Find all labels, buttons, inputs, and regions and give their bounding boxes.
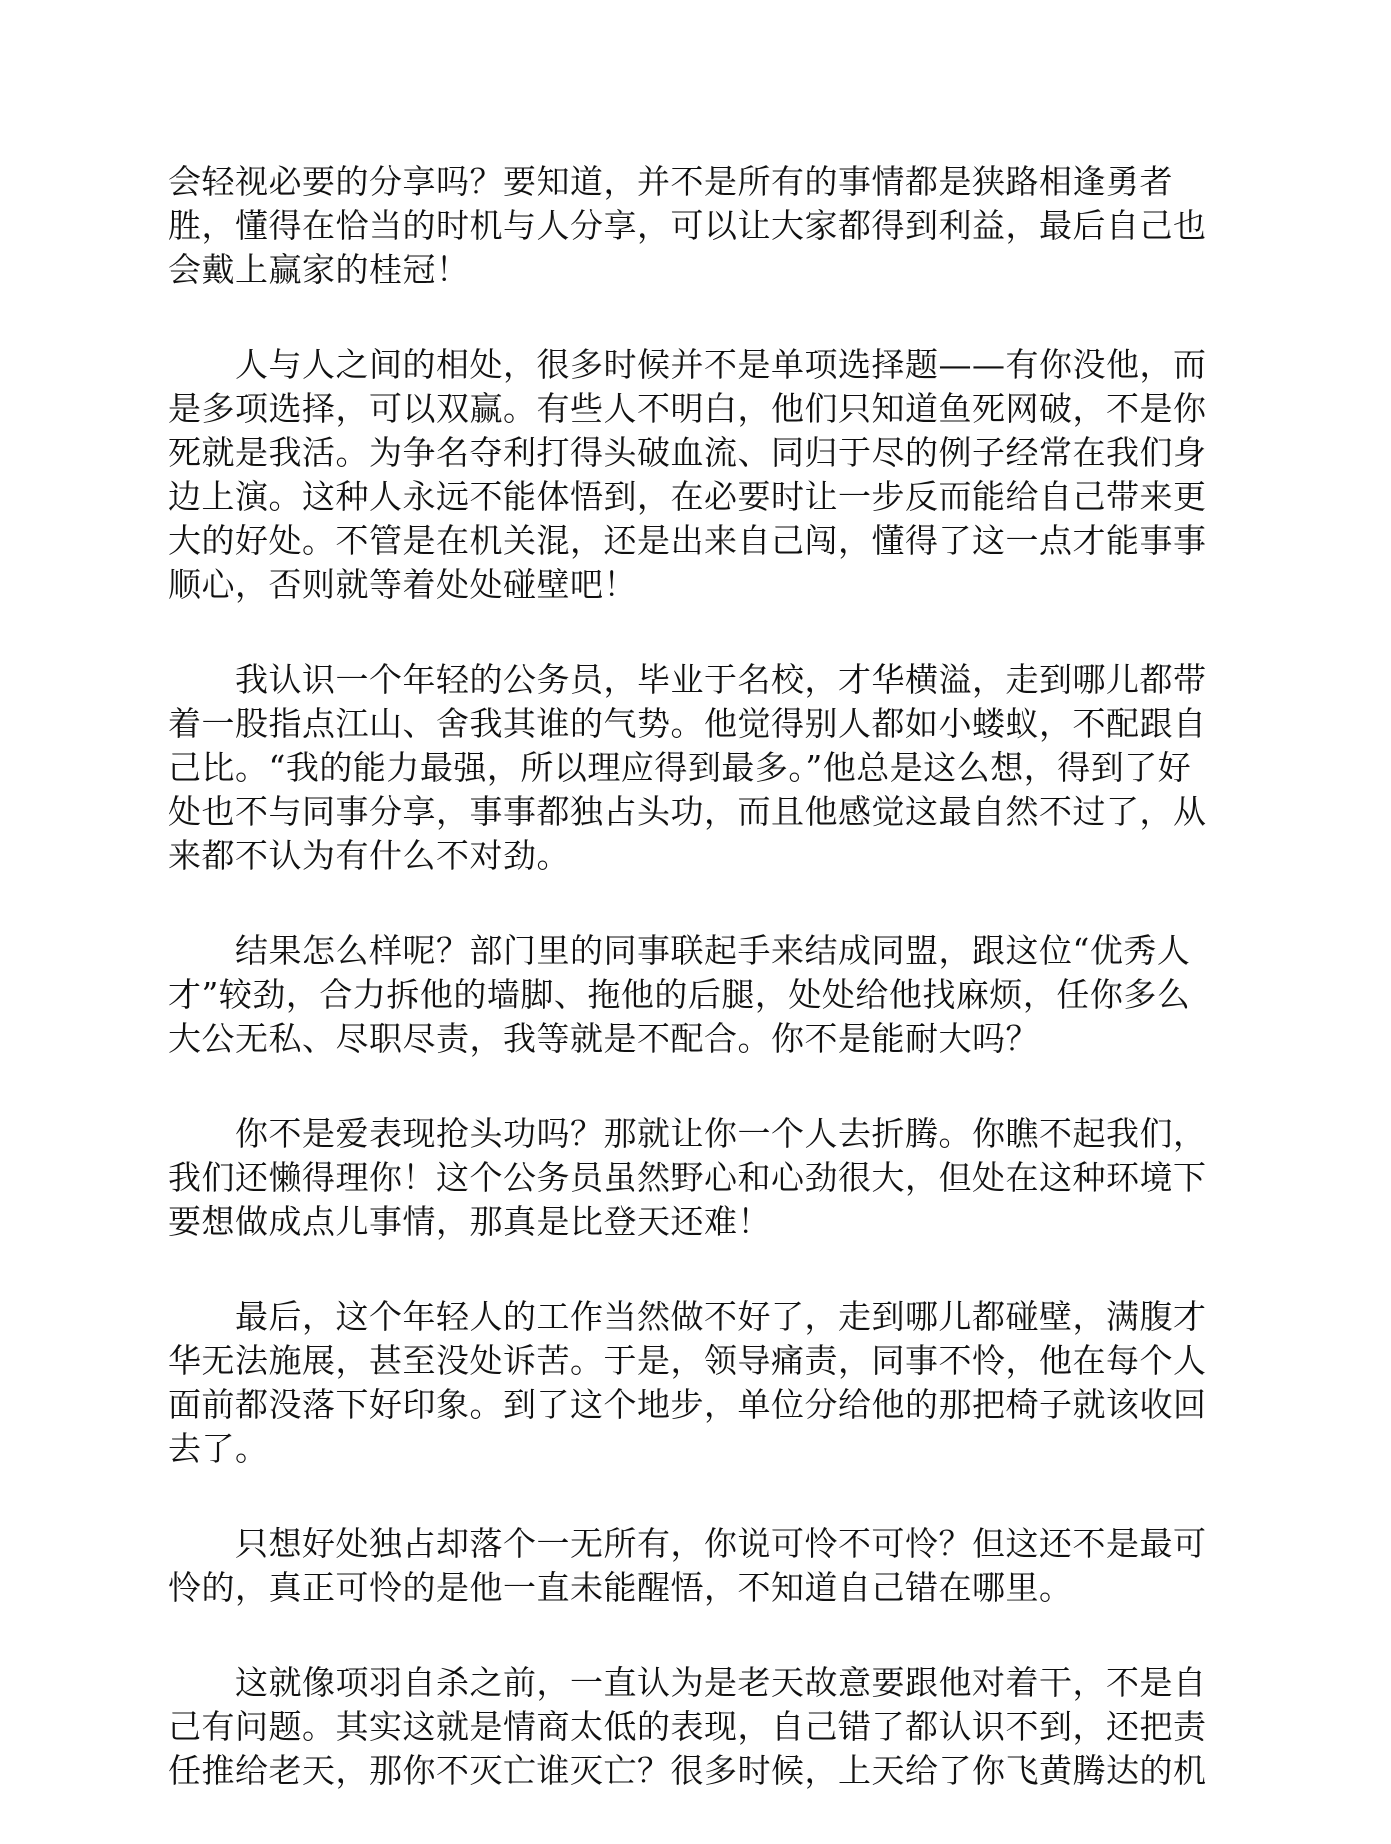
paragraph-6	[168, 1295, 1226, 1471]
text-line: 我认识一个年轻的公务员，毕业于名校，才华横溢，走到哪儿都带	[168, 660, 1207, 699]
text-line: 来都不认为有什么不对劲。	[168, 836, 570, 875]
text-line: 处也不与同事分享，事事都独占头功，而且他感觉这最自然不过了，从	[168, 792, 1207, 831]
paragraph-5	[168, 1112, 1226, 1244]
text-line: 会戴上赢家的桂冠！	[168, 250, 470, 289]
text-line: 己有问题。其实这就是情商太低的表现，自己错了都认识不到，还把责	[168, 1707, 1207, 1746]
text-line: 死就是我活。为争名夺利打得头破血流、同归于尽的例子经常在我们身	[168, 433, 1207, 472]
paragraph-1	[168, 160, 1226, 292]
text-line: 大公无私、尽职尽责，我等就是不配合。你不是能耐大吗？	[168, 1019, 1039, 1058]
paragraph-2	[168, 343, 1226, 607]
text-line: 最后，这个年轻人的工作当然做不好了，走到哪儿都碰壁，满腹才	[168, 1297, 1207, 1336]
paragraph-4	[168, 929, 1226, 1061]
text-line: 边上演。这种人永远不能体悟到，在必要时让一步反而能给自己带来更	[168, 477, 1207, 516]
text-line: 是多项选择，可以双赢。有些人不明白，他们只知道鱼死网破，不是你	[168, 389, 1207, 428]
text-line: 要想做成点儿事情，那真是比登天还难！	[168, 1202, 771, 1241]
text-line: 结果怎么样呢？部门里的同事联起手来结成同盟，跟这位“优秀人	[168, 931, 1191, 970]
text-line: 只想好处独占却落个一无所有，你说可怜不可怜？但这还不是最可	[168, 1524, 1207, 1563]
text-line: 面前都没落下好印象。到了这个地步，单位分给他的那把椅子就该收回	[168, 1385, 1207, 1424]
text-line: 胜，懂得在恰当的时机与人分享，可以让大家都得到利益，最后自己也	[168, 206, 1207, 245]
text-line: 怜的，真正可怜的是他一直未能醒悟，不知道自己错在哪里。	[168, 1568, 1073, 1607]
text-line: 人与人之间的相处，很多时候并不是单项选择题——有你没他，而	[168, 345, 1207, 384]
text-line: 任推给老天，那你不灭亡谁灭亡？很多时候，上天给了你飞黄腾达的机	[168, 1751, 1207, 1790]
text-line: 着一股指点江山、舍我其谁的气势。他觉得别人都如小蝼蚁，不配跟自	[168, 704, 1207, 743]
text-line: 大的好处。不管是在机关混，还是出来自己闯，懂得了这一点才能事事	[168, 521, 1207, 560]
text-line: 这就像项羽自杀之前，一直认为是老天故意要跟他对着干，不是自	[168, 1663, 1207, 1702]
paragraph-3	[168, 658, 1226, 878]
paragraph-8	[168, 1661, 1226, 1793]
document-page	[168, 160, 1226, 1844]
text-line: 顺心，否则就等着处处碰壁吧！	[168, 565, 637, 604]
text-line: 才”较劲，合力拆他的墙脚、拖他的后腿，处处给他找麻烦，任你多么	[168, 975, 1191, 1014]
text-line: 你不是爱表现抢头功吗？那就让你一个人去折腾。你瞧不起我们，	[168, 1114, 1207, 1153]
text-line: 去了。	[168, 1429, 269, 1468]
text-line: 我们还懒得理你！这个公务员虽然野心和心劲很大，但处在这种环境下	[168, 1158, 1207, 1197]
text-line: 华无法施展，甚至没处诉苦。于是，领导痛责，同事不怜，他在每个人	[168, 1341, 1207, 1380]
paragraph-7	[168, 1522, 1226, 1610]
text-line: 己比。“我的能力最强，所以理应得到最多。”他总是这么想，得到了好	[168, 748, 1192, 787]
text-line: 会轻视必要的分享吗？要知道，并不是所有的事情都是狭路相逢勇者	[168, 162, 1173, 201]
